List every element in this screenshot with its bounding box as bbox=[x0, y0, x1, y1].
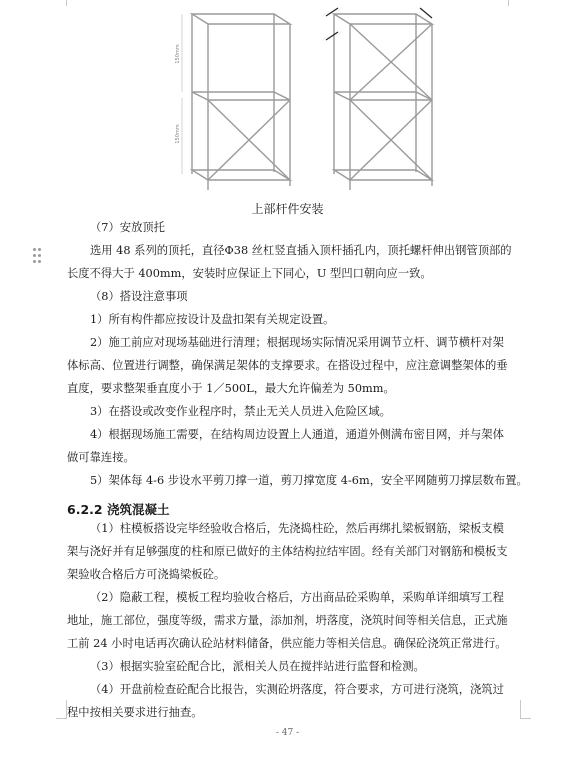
text-line: （4）开盘前检查砼配合比报告，实测砼坍落度，符合要求，方可进行浇筑，浇筑过 bbox=[90, 683, 504, 696]
text-line: 4）根据现场施工需要，在结构周边设置上人通道，通道外侧满布密目网，并与架体 bbox=[90, 428, 504, 441]
text-line: 地址，施工部位，强度等级，需求方量，添加剂，坍落度，浇筑时间等相关信息，正式施 bbox=[67, 614, 508, 627]
text-line: 3）在搭设或改变作业程序时，禁止无关人员进入危险区域。 bbox=[90, 405, 391, 418]
text-line: 做可靠连接。 bbox=[67, 451, 135, 464]
dimension-label-lower: 150mm bbox=[175, 124, 181, 144]
section-heading: 6.2.2 浇筑混凝土 bbox=[67, 502, 170, 517]
text-line: （1）柱模板搭设完毕经验收合格后，先浇捣柱砼，然后再绑扎梁板钢筋，梁板支模 bbox=[90, 522, 504, 535]
text-line: 2）施工前应对现场基础进行清理；根据现场实际情况采用调节立杆、调节横杆对架 bbox=[90, 336, 504, 349]
text-line: 架与浇好并有足够强度的柱和原已做好的主体结构拉结牢固。经有关部门对钢筋和模板支 bbox=[67, 545, 508, 558]
text-line: 长度不得大于 400mm，安装时应保证上下同心，U 型凹口朝向应一致。 bbox=[67, 267, 432, 280]
crop-mark-top-right bbox=[508, 0, 519, 6]
text-line: 程中按相关要求进行抽查。 bbox=[67, 706, 203, 719]
scaffold-diagram bbox=[176, 2, 438, 198]
text-line: 体标高、位置进行调整，确保满足架体的支撑要求。在搭设过程中，应注意调整架体的垂 bbox=[67, 359, 508, 372]
text-line: 直度，要求整架垂直度小于 1／500L，最大允许偏差为 50mm。 bbox=[67, 382, 395, 395]
text-line: 1）所有构件都应按设计及盘扣架有关规定设置。 bbox=[90, 313, 335, 326]
text-line: 5）架体每 4-6 步设水平剪刀撑一道，剪刀撑宽度 4-6m，安全平网随剪刀撑层数布置。 bbox=[90, 474, 528, 487]
dimension-label-upper: 150mm bbox=[175, 44, 181, 64]
text-line: 架验收合格后方可浇捣梁板砼。 bbox=[67, 568, 226, 581]
subheading-7: （7）安放顶托 bbox=[90, 221, 165, 234]
text-line: 选用 48 系列的顶托，直径Φ38 丝杠竖直插入顶杆插孔内，顶托螺杆伸出钢管顶部的 bbox=[90, 244, 512, 257]
figure-caption: 上部杆件安装 bbox=[251, 202, 324, 216]
page-number: - 47 - bbox=[275, 728, 300, 738]
crop-mark-bottom-left bbox=[56, 700, 67, 719]
subheading-8: （8）搭设注意事项 bbox=[90, 290, 188, 303]
text-line: （2）隐蔽工程，模板工程均验收合格后，方出商品砼采购单，采购单详细填写工程 bbox=[90, 591, 504, 604]
text-line: （3）根据实验室砼配合比，派相关人员在搅拌站进行监督和检测。 bbox=[90, 660, 425, 673]
crop-mark-top-left bbox=[56, 0, 67, 6]
text-line: 工前 24 小时电话再次确认砼站材料储备，供应能力等相关信息。确保砼浇筑正常进行。 bbox=[67, 637, 507, 650]
drag-handle-icon[interactable] bbox=[33, 248, 41, 264]
